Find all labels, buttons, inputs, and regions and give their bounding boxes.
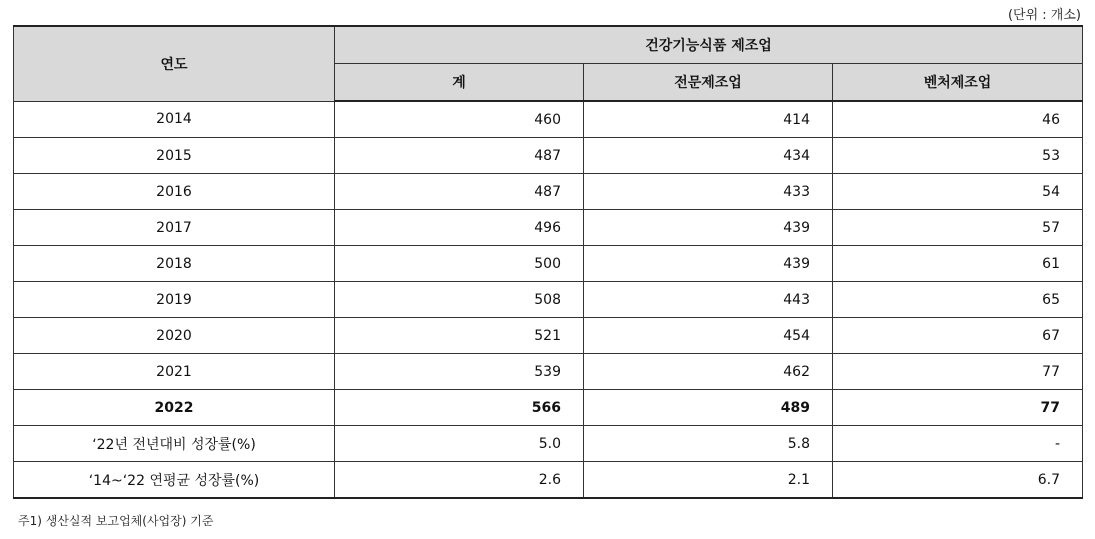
cell-total: 566: [335, 390, 584, 426]
row-label: 2014: [14, 101, 335, 138]
cell-venture: 77: [833, 390, 1083, 426]
header-total: 계: [335, 64, 584, 102]
row-label: 2016: [14, 174, 335, 210]
cell-venture: 61: [833, 246, 1083, 282]
header-specialist: 전문제조업: [584, 64, 833, 102]
table-row-highlighted: [14, 390, 1083, 426]
cell-venture: 67: [833, 318, 1083, 354]
cell-specialist: 434: [584, 138, 833, 174]
cell-venture: 77: [833, 354, 1083, 390]
cell-venture: 53: [833, 138, 1083, 174]
table-row: [14, 462, 1083, 499]
cell-total: 496: [335, 210, 584, 246]
table-row: [14, 246, 1083, 282]
cell-total: 5.0: [335, 426, 584, 462]
row-label: 2022: [14, 390, 335, 426]
cell-venture: -: [833, 426, 1083, 462]
cell-specialist: 443: [584, 282, 833, 318]
cell-specialist: 5.8: [584, 426, 833, 462]
cell-total: 487: [335, 138, 584, 174]
cell-specialist: 439: [584, 210, 833, 246]
header-year: 연도: [14, 26, 335, 101]
table-row: [14, 138, 1083, 174]
row-label: 2015: [14, 138, 335, 174]
cell-specialist: 2.1: [584, 462, 833, 499]
row-label: 2017: [14, 210, 335, 246]
cell-total: 508: [335, 282, 584, 318]
cell-venture: 6.7: [833, 462, 1083, 499]
row-label: 2018: [14, 246, 335, 282]
table-row: [14, 210, 1083, 246]
cell-specialist: 414: [584, 101, 833, 138]
row-label: 2020: [14, 318, 335, 354]
table-row: [14, 426, 1083, 462]
table-row: [14, 101, 1083, 138]
row-label: ‘22년 전년대비 성장률(%): [14, 426, 335, 462]
cell-specialist: 462: [584, 354, 833, 390]
cell-total: 487: [335, 174, 584, 210]
header-group: 건강기능식품 제조업: [335, 26, 1083, 64]
cell-specialist: 433: [584, 174, 833, 210]
header-venture: 벤처제조업: [833, 64, 1083, 102]
cell-venture: 57: [833, 210, 1083, 246]
cell-specialist: 489: [584, 390, 833, 426]
cell-venture: 54: [833, 174, 1083, 210]
table-row: [14, 174, 1083, 210]
cell-total: 2.6: [335, 462, 584, 499]
table-row: [14, 282, 1083, 318]
cell-specialist: 439: [584, 246, 833, 282]
cell-venture: 65: [833, 282, 1083, 318]
cell-specialist: 454: [584, 318, 833, 354]
cell-total: 539: [335, 354, 584, 390]
table-row: [14, 318, 1083, 354]
row-label: 2021: [14, 354, 335, 390]
cell-venture: 46: [833, 101, 1083, 138]
row-label: 2019: [14, 282, 335, 318]
manufacturer-count-table: [13, 25, 1083, 499]
unit-label: (단위 : 개소): [1007, 8, 1081, 23]
table-row: [14, 354, 1083, 390]
cell-total: 460: [335, 101, 584, 138]
cell-total: 521: [335, 318, 584, 354]
cell-total: 500: [335, 246, 584, 282]
footnote: 주1) 생산실적 보고업체(사업장) 기준: [18, 514, 214, 528]
row-label: ‘14~‘22 연평균 성장률(%): [14, 462, 335, 499]
